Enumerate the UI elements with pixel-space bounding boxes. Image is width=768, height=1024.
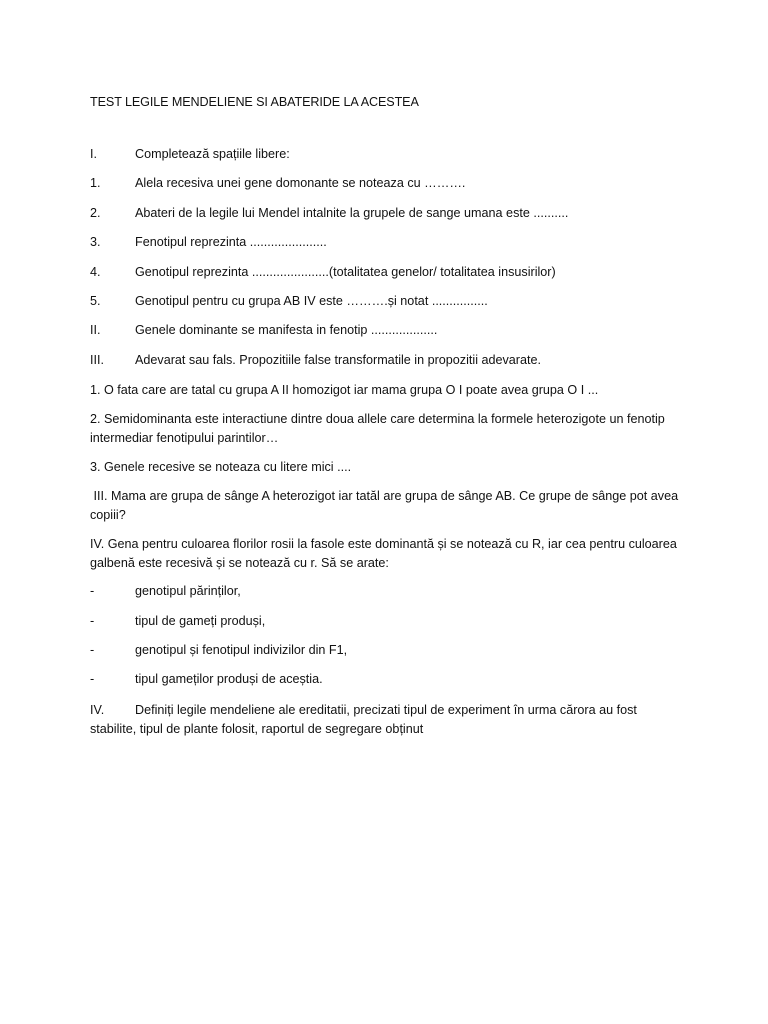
- bullet-dash: -: [90, 672, 95, 687]
- bullet-text: genotipul părinților,: [135, 584, 241, 599]
- item-text: Alela recesiva unei gene domonante se noteaza cu ……….: [135, 176, 466, 191]
- list-item: [90, 234, 682, 250]
- list-item: [90, 322, 682, 338]
- list-item: [90, 146, 682, 162]
- list-item: [90, 352, 682, 368]
- item-number: 4.: [90, 264, 101, 279]
- item-number: I.: [90, 147, 97, 161]
- item-number: III.: [90, 352, 104, 367]
- item-text: Adevarat sau fals. Propozitiile false transformatile in propozitii adevarate.: [135, 352, 542, 367]
- item-text: Genotipul reprezinta ......................(totalitatea genelor/ totalitatea insusirilor): [135, 264, 556, 279]
- item-number: 1.: [90, 176, 101, 191]
- statement-paragraph: 3. Genele recesive se noteaza cu litere mici ....: [90, 460, 352, 475]
- statement-paragraph: 1. O fata care are tatal cu grupa A II homozigot iar mama grupa O I poate avea grupa O I ...: [90, 383, 599, 398]
- list-item: [90, 264, 682, 280]
- bullet-text: tipul gameților produși de aceștia.: [135, 672, 323, 687]
- final-question: [90, 701, 682, 739]
- item-text: Completează spațiile libere:: [135, 147, 290, 161]
- bullet-item: [90, 642, 682, 658]
- final-number: IV.: [90, 702, 105, 717]
- bullet-item: [90, 613, 682, 629]
- item-number: II.: [90, 323, 101, 338]
- bullet-dash: -: [90, 642, 95, 657]
- list-item: [90, 205, 682, 221]
- bullet-item: [90, 583, 682, 599]
- item-number: 3.: [90, 235, 101, 250]
- question-paragraph: IV. Gena pentru culoarea florilor rosii la fasole este dominantă și se notează cu R, iar cea pentru culoarea galbenă este recesivă și se notează cu r. Să se arate:: [90, 537, 677, 571]
- item-text: Genele dominante se manifesta in fenotip ...................: [135, 323, 438, 338]
- list-item: [90, 293, 682, 309]
- bullet-text: tipul de gameți produși,: [135, 613, 266, 628]
- question-paragraph: III. Mama are grupa de sânge A heterozigot iar tatăl are grupa de sânge AB. Ce grupe de sânge pot avea copiii?: [90, 489, 682, 523]
- item-text: Genotipul pentru cu grupa AB IV este ……….și notat ................: [135, 293, 488, 308]
- document-body: [90, 94, 682, 749]
- final-text: Definiți legile mendeliene ale ereditatii, precizati tipul de experiment în urma cărora au fost stabilite, tipul de plante folosit, raportul de segregare obținut: [90, 702, 637, 736]
- item-number: 5.: [90, 293, 101, 308]
- item-text: Fenotipul reprezinta ......................: [135, 235, 327, 250]
- bullet-text: genotipul și fenotipul indivizilor din F1,: [135, 642, 348, 657]
- bullet-dash: -: [90, 584, 95, 599]
- item-number: 2.: [90, 205, 101, 220]
- statement-paragraph: 2. Semidominanta este interactiune dintre doua allele care determina la formele heterozigote un fenotip intermediar fenotipului parintilor…: [90, 412, 665, 446]
- list-item: [90, 175, 682, 191]
- item-text: Abateri de la legile lui Mendel intalnite la grupele de sange umana este ..........: [135, 205, 569, 220]
- document-title: TEST LEGILE MENDELIENE SI ABATERIDE LA ACESTEA: [90, 95, 419, 109]
- bullet-dash: -: [90, 613, 95, 628]
- bullet-item: [90, 671, 682, 687]
